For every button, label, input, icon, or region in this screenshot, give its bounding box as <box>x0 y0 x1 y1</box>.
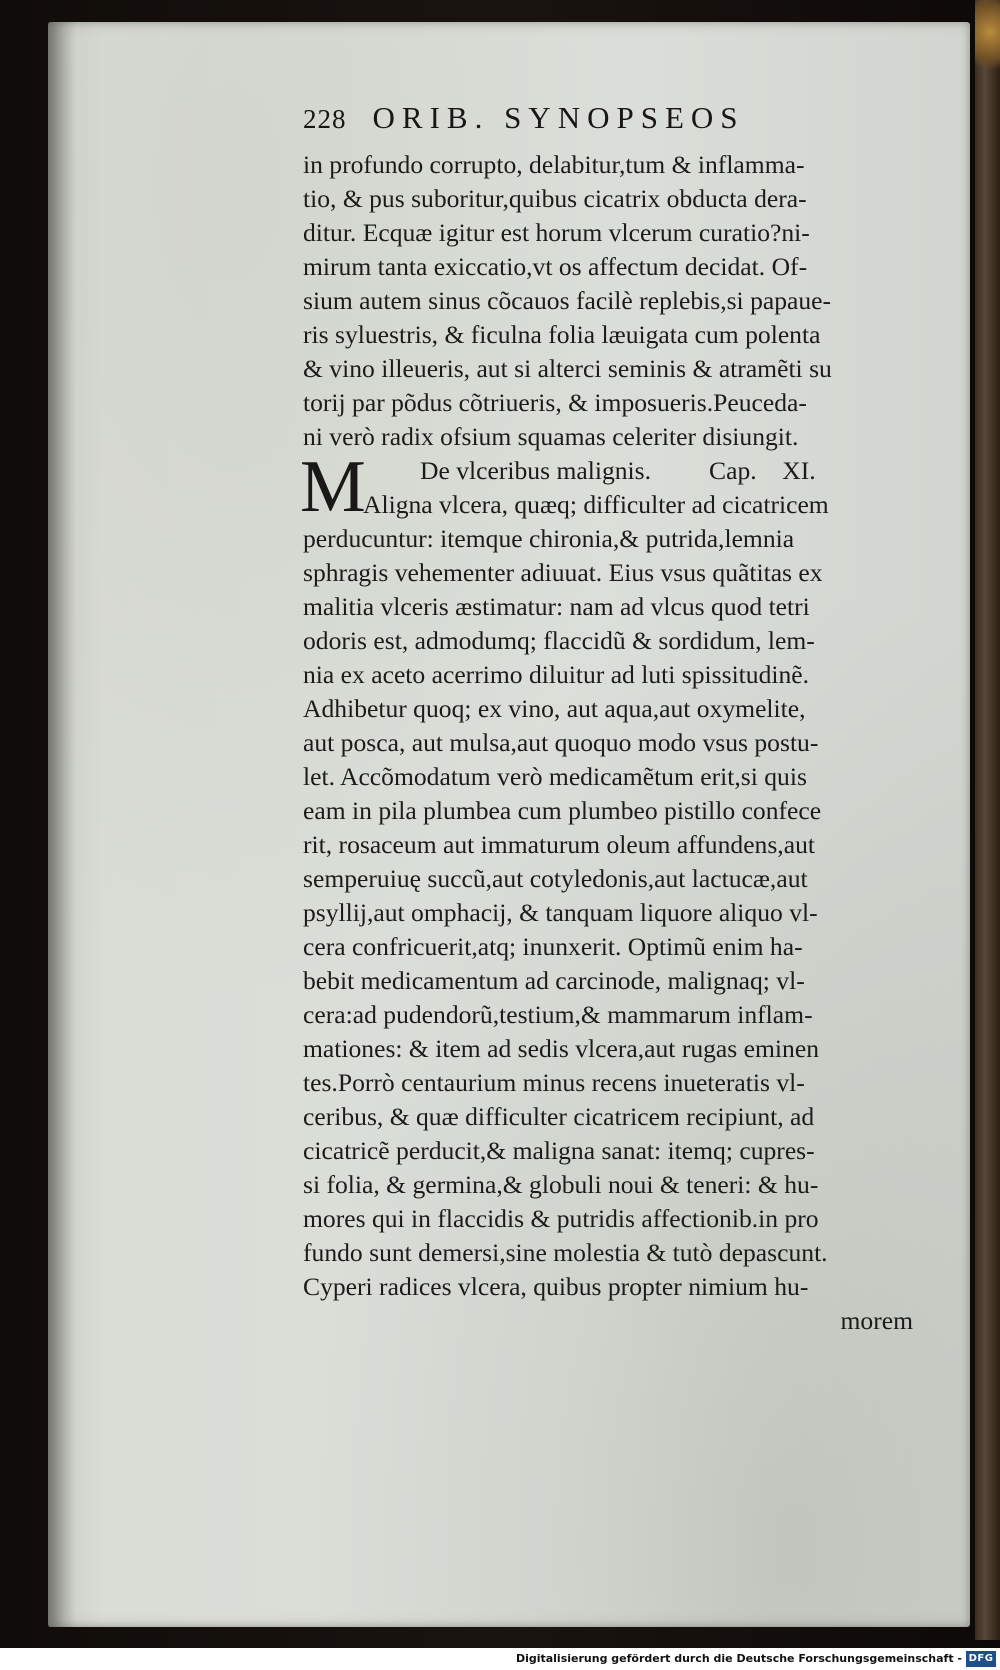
text-line: si folia, & germina,& globuli noui & teneri: & hu- <box>303 1170 819 1199</box>
chapter-heading <box>303 454 933 488</box>
page-number: 228 <box>303 104 347 134</box>
text-line: tes.Porrò centaurium minus recens inueteratis vl- <box>303 1068 805 1097</box>
text-line: Cyperi radices vlcera, quibus propter nimium hu- <box>303 1272 809 1301</box>
running-head <box>303 100 923 146</box>
text-line: psyllij,aut omphacij, & tanquam liquore aliquo vl- <box>303 898 818 927</box>
text-line: & vino illeueris, aut si alterci seminis & atramẽti su <box>303 354 832 383</box>
text-line: in profundo corrupto, delabitur,tum & inflamma- <box>303 150 805 179</box>
text-line: Aligna vlcera, quæq; difficulter ad cicatricem <box>363 490 829 519</box>
text-line: rit, rosaceum aut immaturum oleum affundens,aut <box>303 830 815 859</box>
text-line: eam in pila plumbea cum plumbeo pistillo confece <box>303 796 822 825</box>
text-line: tio, & pus suboritur,quibus cicatrix obducta dera- <box>303 184 807 213</box>
text-line: ni verò radix ofsium squamas celeriter disiungit. <box>303 422 799 451</box>
text-line: cera confricuerit,atq; inunxerit. Optimũ enim ha- <box>303 932 803 961</box>
text-line: torij par põdus cõtriueris, & imposueris.Peuceda- <box>303 388 807 417</box>
text-line: ceribus, & quæ difficulter cicatricem recipiunt, ad <box>303 1102 815 1131</box>
text-line: mores qui in flaccidis & putridis affectionib.in pro <box>303 1204 819 1233</box>
text-line: semperuiuę succũ,aut cotyledonis,aut lactucæ,aut <box>303 864 808 893</box>
running-title: ORIB. SYNOPSEOS <box>372 100 745 135</box>
catchword: morem <box>840 1306 913 1335</box>
text-line: ris syluestris, & ficulna folia læuigata cum polenta <box>303 320 821 349</box>
text-line: ditur. Ecquæ igitur est horum vlcerum curatio?ni- <box>303 218 810 247</box>
text-line: cicatricẽ perducit,& maligna sanat: itemq; cupres- <box>303 1136 815 1165</box>
text-line: odoris est, admodumq; flaccidũ & sordidum, lem- <box>303 626 815 655</box>
text-line: fundo sunt demersi,sine molestia & tutò depascunt. <box>303 1238 828 1267</box>
text-line: nia ex aceto acerrimo diluitur ad luti spissitudinẽ. <box>303 660 810 689</box>
text-line: sphragis vehementer adiuuat. Eius vsus quãtitas ex <box>303 558 823 587</box>
text-line: sium autem sinus cõcauos facilè replebis,si papaue- <box>303 286 832 315</box>
text-block <box>303 148 933 1338</box>
chapter-number: Cap. XI. <box>709 456 816 485</box>
drop-cap-initial: M <box>300 446 366 528</box>
text-line: mirum tanta exiccatio,vt os affectum decidat. Of- <box>303 252 808 281</box>
text-line: mationes: & item ad sedis vlcera,aut rugas eminen <box>303 1034 819 1063</box>
text-line: Adhibetur quoq; ex vino, aut aqua,aut oxymelite, <box>303 694 806 723</box>
spine-shadow <box>48 22 76 1627</box>
dfg-logo: DFG <box>966 1651 996 1667</box>
chapter-title: De vlceribus malignis. <box>420 456 652 485</box>
book-edge <box>975 0 1000 1640</box>
funding-credit: Digitalisierung gefördert durch die Deutsche Forschungsgemeinschaft - <box>515 1652 962 1665</box>
text-line: malitia vlceris æstimatur: nam ad vlcus quod tetri <box>303 592 810 621</box>
text-line: let. Accõmodatum verò medicamẽtum erit,si quis <box>303 762 807 791</box>
text-line: bebit medicamentum ad carcinode, malignaq; vl- <box>303 966 805 995</box>
text-line: aut posca, aut mulsa,aut quoquo modo vsus postu- <box>303 728 819 757</box>
text-line: cera:ad pudendorũ,testium,& mammarum inflam- <box>303 1000 813 1029</box>
text-line: perducuntur: itemque chironia,& putrida,lemnia <box>303 524 795 553</box>
footer-bar <box>0 1648 1000 1670</box>
